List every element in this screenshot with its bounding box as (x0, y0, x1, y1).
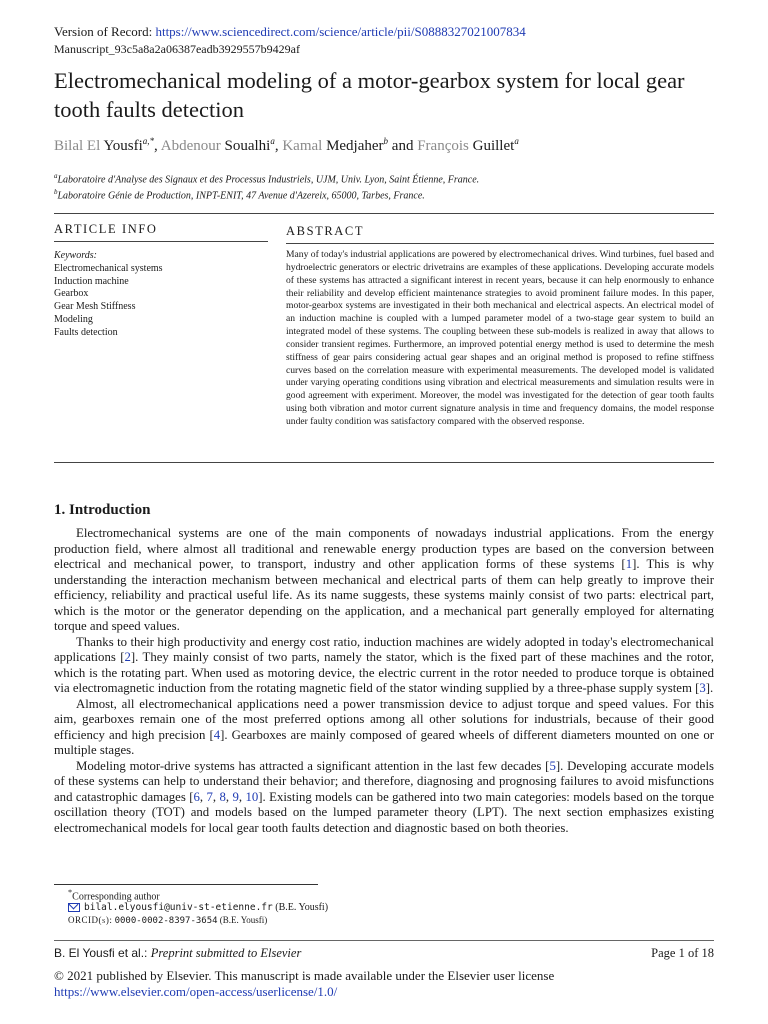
header-rule (54, 213, 714, 214)
citation-link[interactable]: 3 (699, 681, 706, 695)
corresponding-label: Corresponding author (72, 891, 160, 903)
affiliation-text: Laboratoire d'Analyse des Signaux et des Processus Industriels, UJM, Univ. Lyon, Saint Étienne, France. (57, 174, 480, 186)
citation-link[interactable]: 6 (193, 789, 200, 804)
affiliation-b (54, 188, 425, 201)
keyword-item: Gearbox (54, 288, 89, 300)
keyword-item: Induction machine (54, 275, 129, 287)
envelope-icon (68, 903, 80, 912)
keywords-block (54, 250, 163, 340)
article-info-heading: ARTICLE INFO (54, 222, 158, 236)
author-given-name: Abdenour (160, 138, 225, 154)
orcid-id: 0000-0002-8397-3654 (114, 916, 218, 926)
author-family-name: Soualhi (224, 138, 271, 154)
author-affiliation-mark: a,* (142, 136, 155, 146)
footer-author: B. El Yousfi et al.: (54, 946, 148, 960)
keyword-item: Gear Mesh Stiffness (54, 301, 136, 313)
license-link[interactable]: https://www.elsevier.com/open-access/userlicense/1.0/ (54, 984, 338, 999)
citation-link[interactable]: 1 (625, 557, 633, 571)
copyright-notice (54, 968, 554, 1000)
citation-link[interactable]: 10 (245, 789, 259, 804)
email-address[interactable]: bilal.elyousfi@univ-st-etienne.fr (84, 902, 273, 913)
paragraph: Electromechanical systems are one of the main components of nowadays industrial applications. From the energy production field, where almost all traditional and renewable energy production types are based on the conversion between electrical and mechanical power, to transport, industry and other application forms of these systems [1]. This is why understanding the interaction mechanism between mechanical and electrical parts of them can help greatly to improve their efficiency, reliability and practical useful life. As its name suggests, these systems mainly consist of two parts: electrical part, which is the motor or the generator depending on the application, and a mechanical part generally employed for alternating torque and speed values. (54, 526, 715, 633)
author-affiliation-mark: a (514, 136, 519, 146)
section-heading-introduction: 1. Introduction (54, 502, 151, 518)
asterisk-mark: * (68, 888, 73, 897)
orcid-suffix: (B.E. Yousfi) (219, 915, 268, 925)
footnote-rule (54, 884, 318, 885)
version-link[interactable]: https://www.sciencedirect.com/science/article/pii/S0888327021007834 (155, 24, 526, 39)
paragraph: Almost, all electromechanical applications need a power transmission device to adjust torque and speed values. For this aim, gearboxes remain one of the most preferred options among all other solutions for industrials, because of their good efficiency and high precision [4]. Gearboxes are mainly composed of geared wheels of different diameters mounted on one or multiple stages. (54, 696, 714, 757)
author-separator: and (388, 138, 418, 154)
affiliation-a (54, 172, 479, 185)
author-family-name: Medjaher (326, 138, 384, 154)
article-info-rule (54, 241, 268, 242)
citation-link[interactable]: 8 (219, 789, 226, 804)
email-line (68, 902, 328, 913)
footer-rule (54, 940, 714, 941)
abstract-heading: ABSTRACT (286, 224, 365, 238)
orcid-line (68, 915, 267, 926)
author-list (54, 136, 519, 155)
author-separator: , (154, 138, 161, 154)
affiliation-text: Laboratoire Génie de Production, INPT-ENIT, 47 Avenue d'Azereix, 65000, Tarbes, France. (57, 190, 425, 202)
citation-link[interactable]: 5 (549, 758, 556, 773)
abstract-bottom-rule (54, 462, 714, 463)
footer-status: Preprint submitted to Elsevier (150, 946, 302, 960)
paper-title: Electromechanical modeling of a motor-gearbox system for local gear tooth faults detection (54, 68, 685, 122)
version-label: Version of Record: (54, 24, 153, 39)
author-given-name: Kamal (282, 138, 327, 154)
paragraph: Modeling motor-drive systems has attracted a significant attention in the last few decades [5]. Developing accurate models of these systems can help to understand their behavior; and therefore, diagnosing and prognosing failures to avoid misfunctions and catastrophic damages [6, 7, 8, 9, 10]. Existing models can be gathered into two main categories: models based on the torque oscillation theory (TOT) and models based on the lumped parameter theory (LPT). The next section emphasizes existing electromechanical models for local gear tooth faults detection and diagnostic based on both theories. (54, 758, 715, 835)
citation-link[interactable]: 4 (213, 727, 221, 742)
affiliation-mark: a (54, 172, 58, 180)
version-of-record (54, 24, 526, 40)
citation-link[interactable]: 9 (232, 789, 239, 804)
author-separator: , (274, 138, 283, 154)
page-number: Page 1 of 18 (651, 946, 714, 960)
citation-link[interactable]: 2 (124, 650, 131, 664)
abstract-rule (286, 243, 714, 244)
keyword-item: Faults detection (54, 326, 118, 338)
citation-link[interactable]: 7 (206, 789, 213, 804)
keyword-item: Modeling (54, 313, 93, 325)
abstract-text: Many of today's industrial applications are powered by electromechanical drives. Wind turbines, fuel based and hydroelectric generators or electric drivetrains are examples of these applications. Developing accurate models of these systems has attracted a significant interest in recent years, because it can help enormously to enhance their reliability and develop efficient maintenance strategies to avoid prominent failure modes. In this paper, motor-gearbox systems are investigated in their both mechanical and electrical aspects. An electrical model of an induction machine is coupled with a lumped parameter model of a two-stage gear system to build an integrated model of these systems. The coupling between these sub-models is realized in away that allows to consider transient regimes. Furthermore, an improved potential energy method is used to determine the mesh stiffness of gear pairs considering actual gear shapes and an original method is proposed to refine stiffness curves based on the correlation measure with experimental measurements. The developed model is validated under varying operating conditions using vibration and electrical measurements and simulation results were in good agreement with experiment. Moreover, the model was investigated for the detection of gear tooth faults using both vibration and motor current signature analysis in time and frequency domains, the model response under faulty condition was satisfactory compared with the observed response. (286, 249, 714, 427)
keywords-label: Keywords: (54, 250, 97, 261)
author-family-name: Yousfi (103, 138, 143, 154)
email-suffix: (B.E. Yousfi) (275, 902, 329, 913)
author-given-name: François (417, 138, 473, 154)
affiliation-mark: b (54, 188, 58, 196)
copyright-line: © 2021 published by Elsevier. This manuscript is made available under the Elsevier user license (54, 968, 555, 983)
corresponding-author-note (68, 888, 160, 902)
running-footer (54, 946, 301, 961)
author-given-name: Bilal El (54, 138, 104, 154)
author-affiliation-mark: a (270, 136, 275, 146)
manuscript-id: Manuscript_93c5a8a2a06387eadb3929557b9429af (54, 42, 300, 56)
orcid-label: ORCID(s): (68, 915, 113, 925)
paragraph: Thanks to their high productivity and energy cost ratio, induction machines are widely adopted in today's electromechanical applications [2]. They mainly consist of two parts, namely the stator, which is the fixed part of these machines and the rotor, which is the rotating part. When used as motoring device, the electric current in the rotor needed to produce torque is obtained via electromagnetic induction from the rotating magnetic field of the stator winding supplied by a three-phase supply system [3]. (54, 634, 715, 695)
author-family-name: Guillet (472, 138, 515, 154)
introduction-body (54, 526, 714, 836)
keyword-item: Electromechanical systems (54, 262, 163, 274)
author-affiliation-mark: b (383, 136, 389, 146)
